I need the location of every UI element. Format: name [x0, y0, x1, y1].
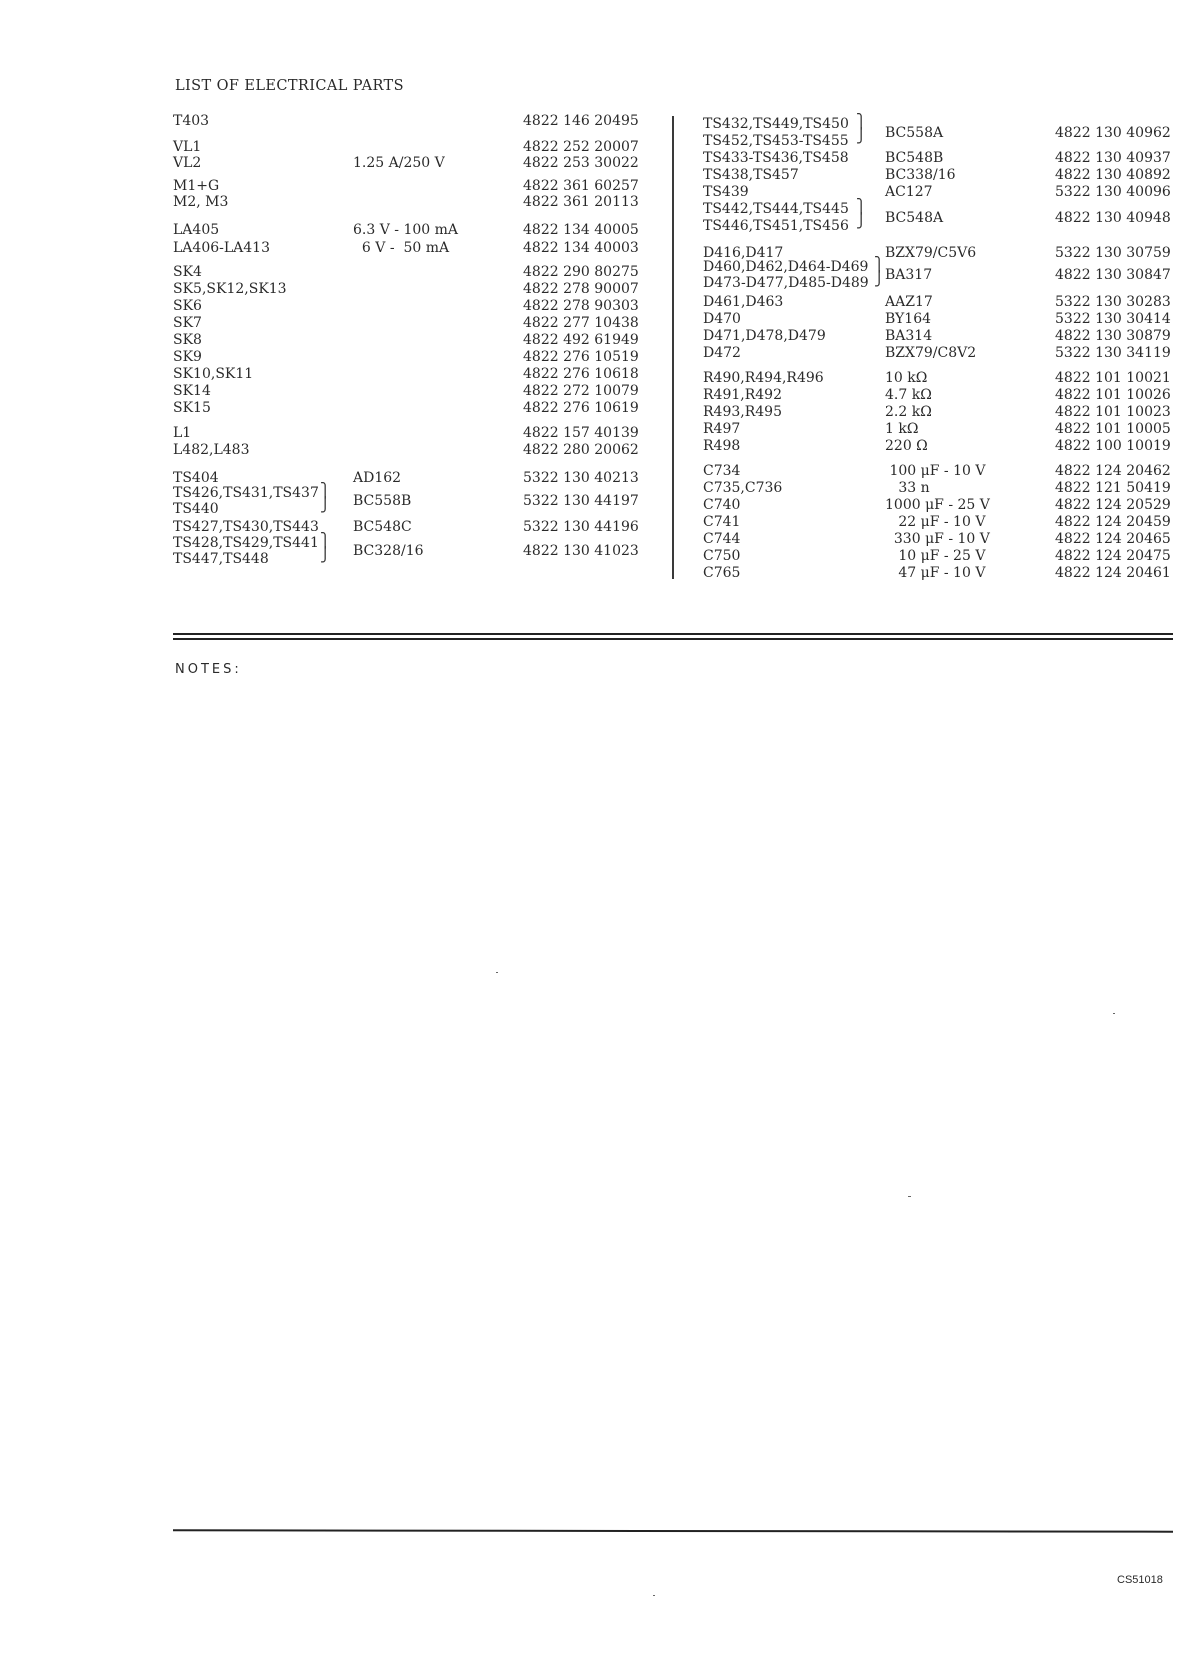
part-value: 47 μF - 10 V — [885, 565, 986, 581]
part-value: AD162 — [353, 470, 402, 486]
part-code: 5322 130 44196 — [523, 519, 639, 535]
section-rule-bottom — [173, 638, 1173, 640]
part-code: 4822 130 40962 — [1055, 125, 1171, 141]
document-title: LIST OF ELECTRICAL PARTS — [175, 78, 404, 94]
part-ref: D470 — [703, 311, 741, 327]
part-ref: VL2 — [173, 155, 202, 171]
group-brace: ⎫ ⎭ — [320, 533, 331, 563]
part-ref: SK14 — [173, 383, 211, 399]
part-code: 4822 124 20475 — [1055, 548, 1171, 564]
part-code: 4822 280 20062 — [523, 442, 639, 458]
section-rule-top — [173, 633, 1173, 635]
scan-speck — [1113, 1013, 1115, 1014]
part-value: BC558B — [353, 493, 412, 509]
part-value: BC548C — [353, 519, 412, 535]
part-code: 4822 101 10023 — [1055, 404, 1171, 420]
scan-speck — [653, 1595, 655, 1596]
part-value: 100 μF - 10 V — [885, 463, 986, 479]
part-value: 4.7 kΩ — [885, 387, 932, 403]
part-ref: TS452,TS453-TS455 — [703, 133, 849, 149]
part-code: 4822 130 41023 — [523, 543, 639, 559]
part-code: 4822 157 40139 — [523, 425, 639, 441]
part-code: 4822 124 20461 — [1055, 565, 1171, 581]
part-code: 4822 121 50419 — [1055, 480, 1171, 496]
part-code: 4822 101 10005 — [1055, 421, 1171, 437]
group-brace: ⎫ ⎭ — [320, 483, 331, 513]
part-value: 1 kΩ — [885, 421, 919, 437]
part-code: 4822 101 10021 — [1055, 370, 1171, 386]
part-code: 4822 124 20465 — [1055, 531, 1171, 547]
part-value: BA314 — [885, 328, 933, 344]
part-code: 5322 130 40096 — [1055, 184, 1171, 200]
part-code: 4822 100 10019 — [1055, 438, 1171, 454]
group-brace: ⎫ ⎭ — [856, 199, 867, 229]
part-value: BC338/16 — [885, 167, 956, 183]
part-value: BZX79/C5V6 — [885, 245, 977, 261]
part-code: 4822 130 40892 — [1055, 167, 1171, 183]
part-value: BZX79/C8V2 — [885, 345, 977, 361]
part-ref: TS438,TS457 — [703, 167, 799, 183]
part-ref: TS427,TS430,TS443 — [173, 519, 319, 535]
part-value: BA317 — [885, 267, 933, 283]
part-code: 4822 290 80275 — [523, 264, 639, 280]
part-code: 4822 124 20529 — [1055, 497, 1171, 513]
part-value: 220 Ω — [885, 438, 928, 454]
part-value: 22 μF - 10 V — [885, 514, 986, 530]
part-ref: LA405 — [173, 222, 220, 238]
part-ref: VL1 — [173, 139, 202, 155]
part-code: 4822 101 10026 — [1055, 387, 1171, 403]
part-ref: R493,R495 — [703, 404, 782, 420]
part-ref: TS428,TS429,TS441 — [173, 535, 319, 551]
document-code: CS51018 — [1117, 1574, 1163, 1586]
part-ref: SK9 — [173, 349, 202, 365]
part-ref: D461,D463 — [703, 294, 784, 310]
part-ref: SK8 — [173, 332, 202, 348]
part-ref: TS446,TS451,TS456 — [703, 218, 849, 234]
part-value: BC548B — [885, 150, 944, 166]
part-code: 4822 361 20113 — [523, 194, 639, 210]
part-code: 5322 130 40213 — [523, 470, 639, 486]
part-ref: R498 — [703, 438, 741, 454]
column-divider — [672, 116, 674, 579]
part-ref: C744 — [703, 531, 741, 547]
part-value: 2.2 kΩ — [885, 404, 932, 420]
part-ref: R490,R494,R496 — [703, 370, 824, 386]
part-value: 6.3 V - 100 mA — [353, 222, 459, 238]
part-value: BY164 — [885, 311, 932, 327]
part-ref: TS404 — [173, 470, 219, 486]
part-value: BC328/16 — [353, 543, 424, 559]
part-ref: SK7 — [173, 315, 202, 331]
part-ref: D472 — [703, 345, 741, 361]
part-code: 4822 272 10079 — [523, 383, 639, 399]
part-ref: SK6 — [173, 298, 202, 314]
part-ref: R497 — [703, 421, 741, 437]
part-ref: SK4 — [173, 264, 202, 280]
part-ref: C735,C736 — [703, 480, 783, 496]
footer-rule — [173, 1529, 1173, 1532]
part-ref: L482,L483 — [173, 442, 250, 458]
part-code: 5322 130 30283 — [1055, 294, 1171, 310]
part-value: 330 μF - 10 V — [885, 531, 990, 547]
part-value: AAZ17 — [885, 294, 933, 310]
part-code: 4822 252 20007 — [523, 139, 639, 155]
part-ref: TS442,TS444,TS445 — [703, 201, 849, 217]
part-ref: T403 — [173, 113, 210, 129]
part-code: 5322 130 30759 — [1055, 245, 1171, 261]
part-code: 4822 277 10438 — [523, 315, 639, 331]
part-ref: TS439 — [703, 184, 749, 200]
part-code: 4822 276 10519 — [523, 349, 639, 365]
group-brace: ⎫ ⎭ — [856, 114, 867, 144]
part-code: 4822 492 61949 — [523, 332, 639, 348]
part-ref: M1+G — [173, 178, 220, 194]
part-value: 6 V - 50 mA — [353, 240, 450, 256]
group-brace: ⎫ ⎭ — [874, 257, 885, 287]
part-ref: SK10,SK11 — [173, 366, 254, 382]
part-ref: D416,D417 — [703, 245, 784, 261]
part-ref: R491,R492 — [703, 387, 782, 403]
part-value: BC548A — [885, 210, 944, 226]
scan-speck — [496, 972, 498, 973]
part-ref: M2, M3 — [173, 194, 229, 210]
part-code: 4822 130 30879 — [1055, 328, 1171, 344]
scan-speck — [908, 1196, 911, 1197]
part-ref: TS433-TS436,TS458 — [703, 150, 849, 166]
part-ref: SK15 — [173, 400, 211, 416]
part-code: 4822 278 90303 — [523, 298, 639, 314]
part-code: 4822 146 20495 — [523, 113, 639, 129]
part-ref: C750 — [703, 548, 741, 564]
part-code: 5322 130 30414 — [1055, 311, 1171, 327]
part-ref: D460,D462,D464-D469 — [703, 259, 869, 275]
part-code: 4822 130 40937 — [1055, 150, 1171, 166]
part-ref: LA406-LA413 — [173, 240, 270, 256]
part-ref: C741 — [703, 514, 741, 530]
part-code: 4822 124 20459 — [1055, 514, 1171, 530]
part-ref: TS432,TS449,TS450 — [703, 116, 849, 132]
part-value: BC558A — [885, 125, 944, 141]
part-code: 4822 134 40005 — [523, 222, 639, 238]
notes-label: NOTES: — [175, 662, 242, 677]
part-code: 4822 278 90007 — [523, 281, 639, 297]
part-ref: TS426,TS431,TS437 — [173, 485, 319, 501]
part-value: 1.25 A/250 V — [353, 155, 445, 171]
part-ref: C765 — [703, 565, 741, 581]
part-ref: C740 — [703, 497, 741, 513]
part-code: 5322 130 44197 — [523, 493, 639, 509]
part-code: 4822 134 40003 — [523, 240, 639, 256]
part-value: 10 μF - 25 V — [885, 548, 986, 564]
part-code: 4822 130 30847 — [1055, 267, 1171, 283]
part-code: 5322 130 34119 — [1055, 345, 1171, 361]
part-value: 10 kΩ — [885, 370, 928, 386]
part-value: 1000 μF - 25 V — [885, 497, 990, 513]
part-ref: C734 — [703, 463, 741, 479]
part-code: 4822 276 10618 — [523, 366, 639, 382]
part-value: 33 n — [885, 480, 930, 496]
part-ref: TS440 — [173, 501, 219, 517]
part-code: 4822 253 30022 — [523, 155, 639, 171]
part-ref: SK5,SK12,SK13 — [173, 281, 287, 297]
part-value: AC127 — [885, 184, 933, 200]
part-code: 4822 130 40948 — [1055, 210, 1171, 226]
part-ref: L1 — [173, 425, 192, 441]
part-code: 4822 276 10619 — [523, 400, 639, 416]
part-code: 4822 124 20462 — [1055, 463, 1171, 479]
part-ref: D471,D478,D479 — [703, 328, 826, 344]
part-ref: TS447,TS448 — [173, 551, 269, 567]
part-code: 4822 361 60257 — [523, 178, 639, 194]
part-ref: D473-D477,D485-D489 — [703, 275, 869, 291]
